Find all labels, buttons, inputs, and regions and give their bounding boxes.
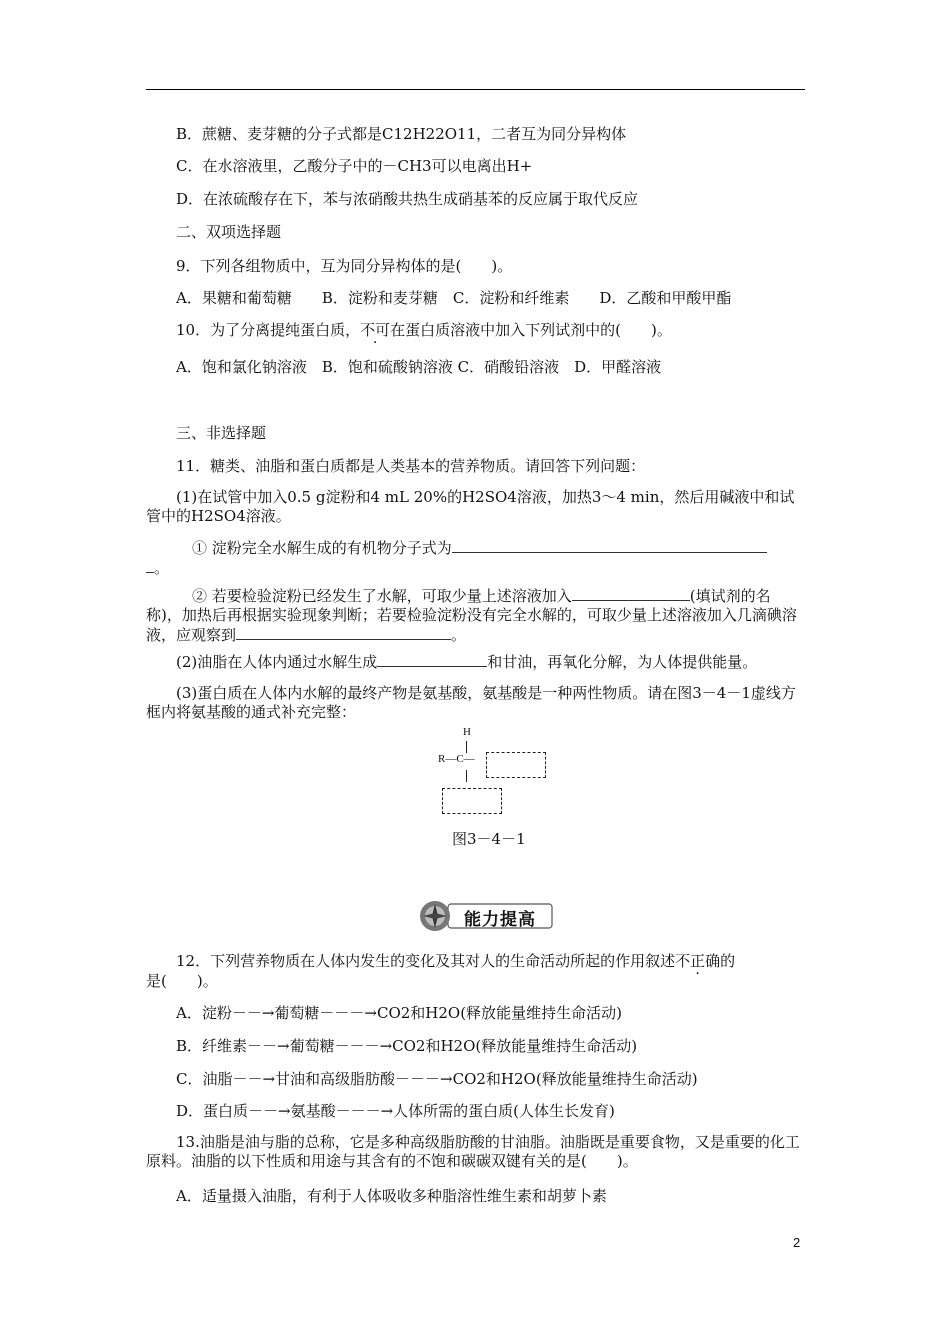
- figure-bond-top: [466, 741, 467, 753]
- q10-emphasis: 不可: [360, 321, 391, 339]
- q10-text-b: 在蛋白质溶液中加入下列试剂中的( )。: [390, 321, 672, 339]
- answer-blank-observation[interactable]: [236, 625, 451, 640]
- question-12: [176, 951, 735, 971]
- q12-text-a: 12．下列营养物质在人体内发生的变化及其对人的生命活动所起的作用叙述: [176, 952, 676, 970]
- q11-2-text-b: 和甘油，再氧化分解，为人体提供能量。: [487, 653, 758, 671]
- dashed-box-bottom[interactable]: [442, 788, 502, 814]
- page-number: 2: [793, 1235, 801, 1250]
- q11-1b-text-a: ② 若要检验淀粉已经发生了水解，可取少量上述溶液加入: [192, 587, 572, 605]
- question-9-options: A．果糖和葡萄糖 B．淀粉和麦芽糖 C．淀粉和纤维素 D．乙酸和甲酸甲酯: [176, 289, 732, 307]
- q8-option-b: B．蔗糖、麦芽糖的分子式都是C12H22O11，二者互为同分异构体: [176, 125, 627, 143]
- q11-2-text-a: (2)油脂在人体内通过水解生成: [176, 653, 378, 671]
- question-11-part-1: (1)在试管中加入0.5 g淀粉和4 mL 20%的H2SO4溶液，加热3～4 min，然后用碱液中和试管中的H2SO4溶液。: [146, 488, 795, 525]
- q10-text-a: 10．为了分离提纯蛋白质，: [176, 321, 361, 339]
- section-banner: [418, 899, 554, 933]
- q13-option-a: A．适量摄入油脂，有利于人体吸收多种脂溶性维生素和胡萝卜素: [176, 1187, 607, 1205]
- question-11-part-3: (3)蛋白质在人体内水解的最终产物是氨基酸，氨基酸是一种两性物质。请在图3－4－1虚线方框内将氨基酸的通式补充完整：: [146, 684, 796, 721]
- question-11-part-2: [176, 652, 757, 672]
- question-12-cont: 是( )。: [146, 972, 218, 990]
- figure-r-label: R—C—: [438, 753, 475, 765]
- q12-option-c: C．油脂－－→甘油和高级脂肪酸－－－→CO2和H2O(释放能量维持生命活动): [176, 1070, 698, 1088]
- answer-blank-formula[interactable]: [452, 538, 767, 553]
- q12-option-a: A．淀粉－－→葡萄糖－－－→CO2和H2O(释放能量维持生命活动): [176, 1004, 622, 1022]
- banner-title: 能力提高: [464, 910, 536, 930]
- dashed-box-right[interactable]: [486, 752, 546, 778]
- q8-option-c: C．在水溶液里，乙酸分子中的－CH3可以电离出H+: [176, 157, 533, 175]
- section-3-heading: 三、非选择题: [176, 424, 267, 442]
- question-10-options: A．饱和氯化钠溶液 B．饱和硫酸钠溶液 C．硝酸铅溶液 D．甲醛溶液: [176, 358, 662, 376]
- question-10: [176, 320, 672, 340]
- amino-acid-figure: [436, 726, 556, 820]
- q11-part-1-a-end: [146, 558, 169, 578]
- q11-part-1-a: [192, 538, 767, 558]
- answer-blank-reagent[interactable]: [572, 586, 690, 601]
- figure-bond-bottom: [466, 770, 467, 782]
- question-13: 13.油脂是油与脂的总称，它是多种高级脂肪酸的甘油脂。油脂既是重要食物，又是重要的化工原料。油脂的以下性质和用途与其含有的不饱和碳碳双键有关的是( )。: [146, 1133, 800, 1170]
- q11-1b-period: 。: [451, 626, 467, 644]
- q8-option-d: D．在浓硫酸存在下，苯与浓硝酸共热生成硝基苯的反应属于取代反应: [176, 190, 639, 208]
- answer-blank-fatty-acid[interactable]: [377, 652, 487, 667]
- q12-text-b: 的: [720, 952, 736, 970]
- section-2-heading: 二、双项选择题: [176, 223, 282, 241]
- q12-option-b: B．纤维素－－→葡萄糖－－－→CO2和H2O(释放能量维持生命活动): [176, 1037, 638, 1055]
- q11-1b-text-b: (填试剂的名称)，加热后再根据实验现象判断；若要检验淀粉没有完全水解的，可取少量上述溶液加入几滴碘溶液，应观察到: [146, 587, 797, 644]
- q11-1a-text: ① 淀粉完全水解生成的有机物分子式为: [192, 539, 452, 557]
- q12-option-d: D．蛋白质－－→氨基酸－－－→人体所需的蛋白质(人体生长发育): [176, 1102, 615, 1120]
- question-9: 9．下列各组物质中，互为同分异构体的是( )。: [176, 257, 513, 275]
- q11-1a-period: 。: [154, 559, 170, 577]
- question-11: 11．糖类、油脂和蛋白质都是人类基本的营养物质。请回答下列问题：: [176, 457, 646, 475]
- q12-emphasis: 不正确: [675, 952, 721, 970]
- answer-blank-formula-cont[interactable]: [146, 558, 154, 573]
- header-rule: [146, 89, 805, 90]
- figure-h-label: H: [463, 726, 471, 738]
- q11-part-1-b: [146, 586, 806, 645]
- figure-caption: 图3－4－1: [452, 830, 526, 848]
